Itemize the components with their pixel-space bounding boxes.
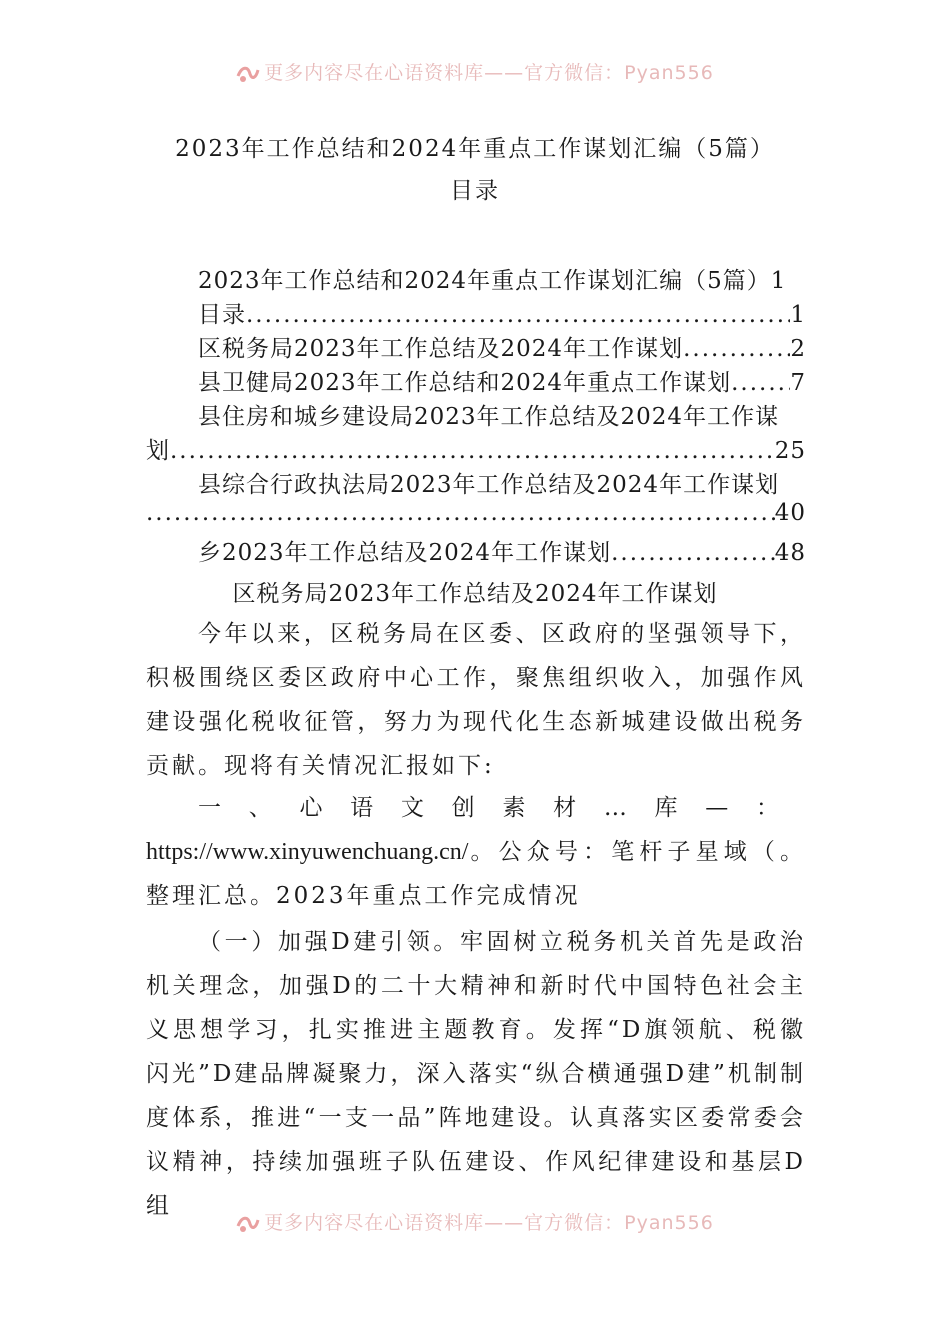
toc-entry-page: 25 bbox=[774, 438, 806, 464]
toc-leader-dots bbox=[611, 540, 775, 566]
toc-leader-dots bbox=[246, 302, 790, 328]
toc-entry-page: 2 bbox=[790, 336, 806, 362]
toc-leader-dots bbox=[146, 500, 775, 526]
toc-entry-label: 2023年工作总结和2024年重点工作谋划汇编（5篇） bbox=[198, 268, 771, 294]
watermark-text: 更多内容尽在心语资料库——官方微信：Pyan556 bbox=[264, 62, 714, 84]
toc-entry-label: 县综合行政执法局2023年工作总结及2024年工作谋划 bbox=[198, 472, 780, 498]
toc-entry[interactable] bbox=[146, 364, 806, 398]
toc-entry-page: 1 bbox=[770, 268, 787, 294]
toc-leader-dots bbox=[731, 370, 790, 396]
toc-entry-continuation[interactable] bbox=[146, 432, 806, 466]
toc-entry[interactable] bbox=[146, 534, 806, 568]
toc-entry-page: 1 bbox=[790, 302, 806, 328]
toc-entry-label: 县住房和城乡建设局2023年工作总结及2024年工作谋 bbox=[198, 404, 780, 430]
toc-entry-label: 区税务局2023年工作总结及2024年工作谋划 bbox=[198, 336, 684, 362]
wave-logo-icon bbox=[236, 1212, 260, 1234]
toc-entry-label: 目录 bbox=[198, 302, 246, 328]
toc-leader-dots bbox=[683, 336, 790, 362]
toc-entry-label-cont: 划 bbox=[146, 438, 170, 464]
watermark-top bbox=[0, 58, 950, 85]
toc-entry[interactable] bbox=[146, 330, 806, 364]
document-title: 2023年工作总结和2024年重点工作谋划汇编（5篇） bbox=[175, 136, 775, 162]
toc-entry-label: 县卫健局2023年工作总结和2024年重点工作谋划 bbox=[198, 370, 732, 396]
spaced-heading-text: 一、心语文创素材…库—： bbox=[198, 795, 806, 821]
toc-entry-continuation[interactable] bbox=[146, 500, 806, 534]
section-heading: 区税务局2023年工作总结及2024年工作谋划 bbox=[232, 581, 718, 607]
toc-entry-page: 7 bbox=[790, 370, 806, 396]
toc-leader-dots bbox=[170, 438, 775, 464]
toc-entry[interactable] bbox=[146, 262, 806, 296]
body-paragraph bbox=[146, 786, 806, 918]
toc-entry-page: 48 bbox=[774, 540, 806, 566]
watermark-text: 更多内容尽在心语资料库——官方微信：Pyan556 bbox=[264, 1212, 714, 1234]
body-paragraph: 今年以来，区税务局在区委、区政府的坚强领导下，积极围绕区委区政府中心工作，聚焦组织收入，加强作风建设强化税收征管，努力为现代化生态新城建设做出税务贡献。现将有关情况汇报如下: bbox=[146, 621, 806, 779]
toc-entry[interactable] bbox=[146, 296, 806, 330]
wave-logo-icon bbox=[236, 62, 260, 84]
toc-entry[interactable] bbox=[146, 398, 806, 432]
body-paragraph: （一）加强D建引领。牢固树立税务机关首先是政治机关理念，加强D的二十大精神和新时代中国特色社会主义思想学习，扎实推进主题教育。发挥“D旗领航、税徽闪光”D建品牌凝聚力，深入落实“纵合横通强D建”机制制度体系，推进“一支一品”阵地建设。认真落实区委常委会议精神，持续加强班子队伍建设、作风纪律建设和基层D组 bbox=[146, 929, 806, 1219]
toc-entry-page: 40 bbox=[774, 500, 806, 526]
body-text-continuation: 。公众号：笔杆子星域（。整理汇总。2023年重点工作完成情况 bbox=[146, 839, 806, 909]
table-of-contents bbox=[146, 262, 806, 568]
toc-heading: 目录 bbox=[450, 178, 500, 204]
toc-entry[interactable] bbox=[146, 466, 806, 500]
toc-entry-label: 乡2023年工作总结及2024年工作谋划 bbox=[198, 540, 612, 566]
website-link[interactable]: https://www.xinyuwenchuang.cn/ bbox=[146, 839, 469, 865]
watermark-bottom bbox=[0, 1208, 950, 1235]
